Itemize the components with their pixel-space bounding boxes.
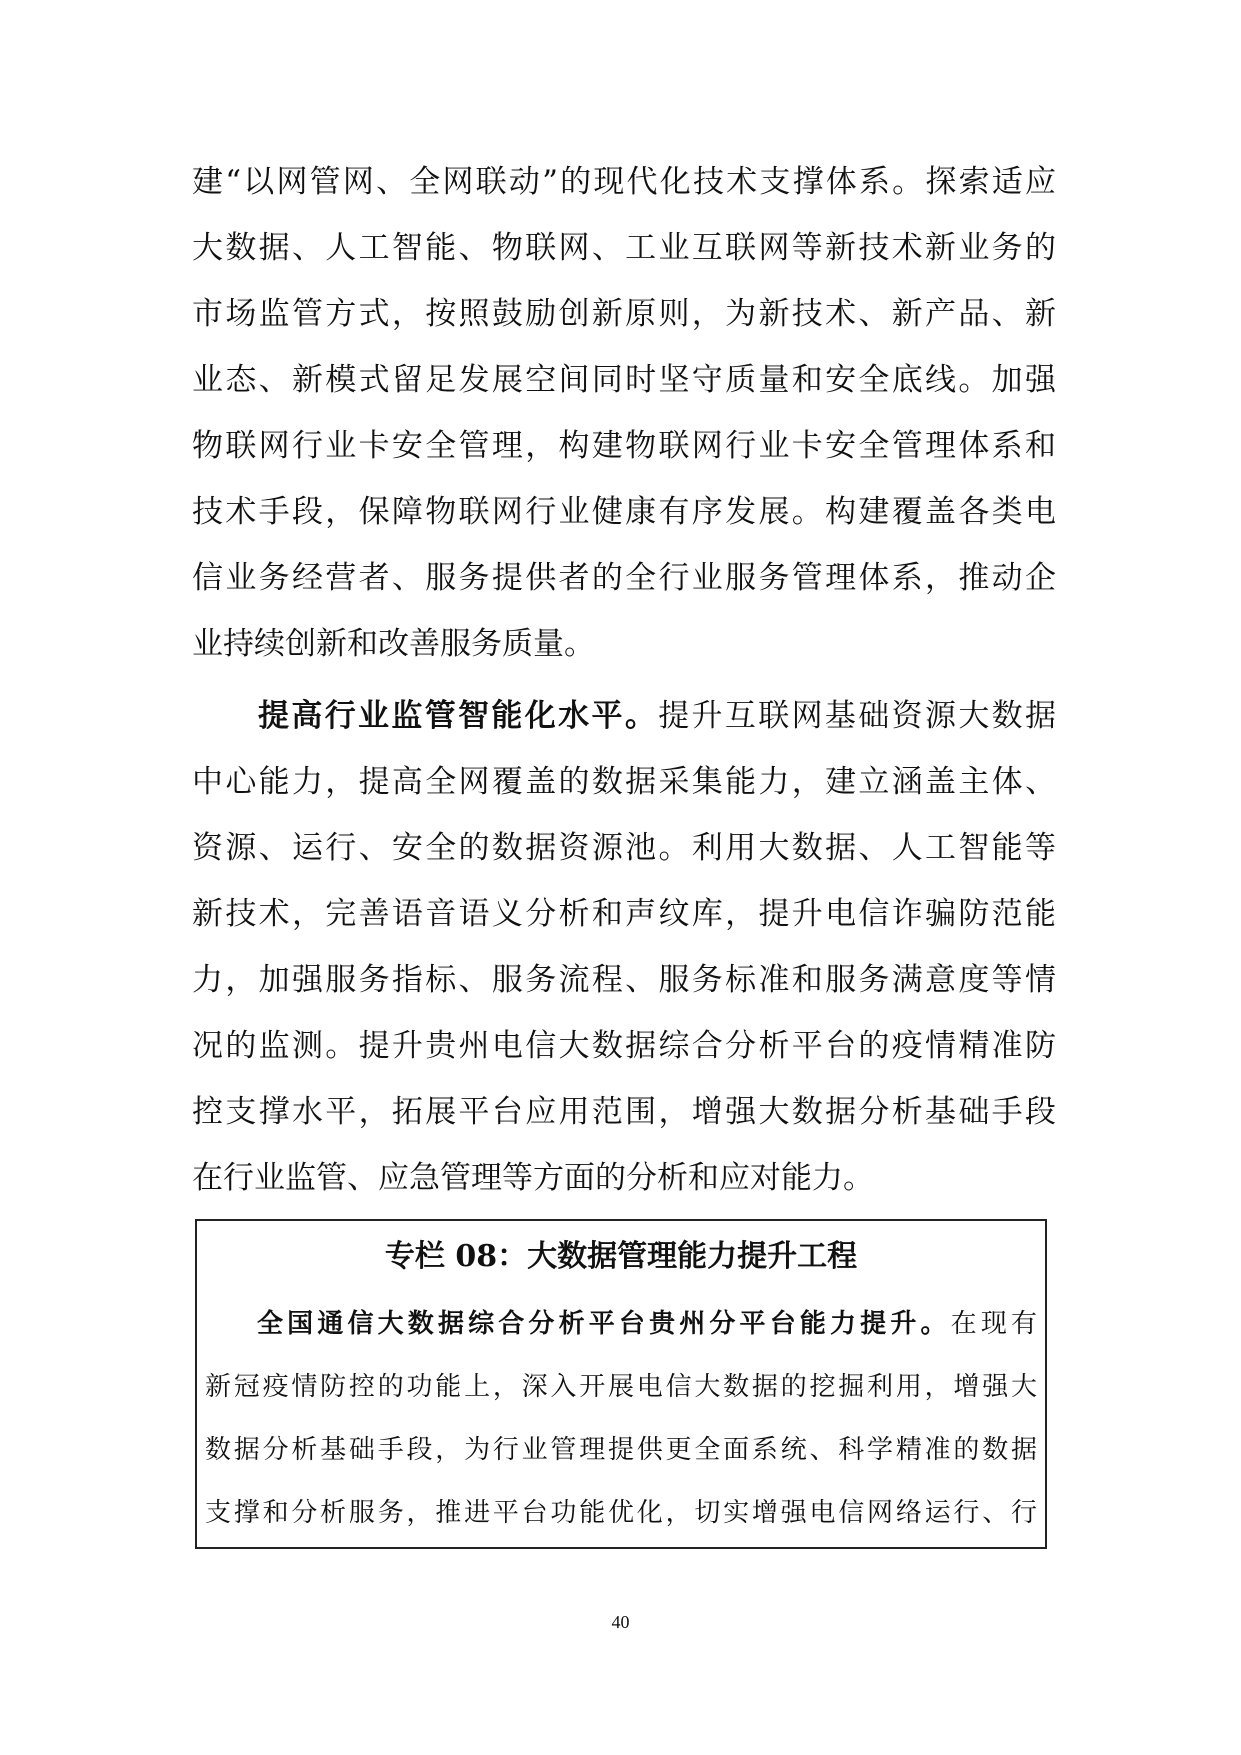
text-line: 在行业监管、应急管理等方面的分析和应对能力。: [192, 1160, 874, 1196]
box-text-line: 数据分析基础手段，为行业管理提供更全面系统、科学精准的数据: [205, 1435, 1037, 1465]
box-text-line: 支撑和分析服务，推进平台功能优化，切实增强电信网络运行、行: [205, 1498, 1037, 1528]
text-line: 大数据、人工智能、物联网、工业互联网等新技术新业务的: [192, 230, 1056, 266]
box-first-line: [205, 1293, 1037, 1356]
page-number: 40: [611, 1612, 630, 1632]
text-line: 控支撑水平，拓展平台应用范围，增强大数据分析基础手段: [192, 1094, 1056, 1130]
text-line: 新技术，完善语音语义分析和声纹库，提升电信诈骗防范能: [192, 896, 1056, 932]
text-line: 建“以网管网、全网联动”的现代化技术支撑体系。探索适应: [192, 164, 1056, 200]
text-line: 力，加强服务指标、服务流程、服务标准和服务满意度等情: [192, 962, 1056, 998]
text-line: 市场监管方式，按照鼓励创新原则，为新技术、新产品、新: [192, 296, 1056, 332]
paragraph-lead-text: 提升互联网基础资源大数据: [658, 698, 1057, 734]
column-box: [195, 1219, 1047, 1549]
text-line: 况的监测。提升贵州电信大数据综合分析平台的疫情精准防: [192, 1028, 1056, 1064]
text-line: 信业务经营者、服务提供者的全行业服务管理体系，推动企: [192, 560, 1056, 596]
body-paragraph-1: [192, 149, 1056, 677]
text-line: 中心能力，提高全网覆盖的数据采集能力，建立涵盖主体、: [192, 764, 1056, 800]
text-line: 物联网行业卡安全管理，构建物联网行业卡安全管理体系和: [192, 428, 1056, 464]
paragraph-first-line: [192, 683, 1056, 749]
box-title: 专栏 08：大数据管理能力提升工程: [384, 1239, 858, 1274]
text-line: 资源、运行、安全的数据资源池。利用大数据、人工智能等: [192, 830, 1056, 866]
box-heading: 全国通信大数据综合分析平台贵州分平台能力提升。: [257, 1309, 951, 1339]
paragraph-heading: 提高行业监管智能化水平。: [258, 698, 659, 734]
box-lead-text: 在现有: [950, 1309, 1037, 1339]
text-line: 业持续创新和改善服务质量。: [192, 626, 595, 662]
box-body: [205, 1293, 1037, 1545]
body-paragraph-2: [192, 683, 1056, 1211]
box-text-line: 新冠疫情防控的功能上，深入开展电信大数据的挖掘利用，增强大: [205, 1372, 1037, 1402]
text-line: 业态、新模式留足发展空间同时坚守质量和安全底线。加强: [192, 362, 1056, 398]
text-line: 技术手段，保障物联网行业健康有序发展。构建覆盖各类电: [192, 494, 1056, 530]
